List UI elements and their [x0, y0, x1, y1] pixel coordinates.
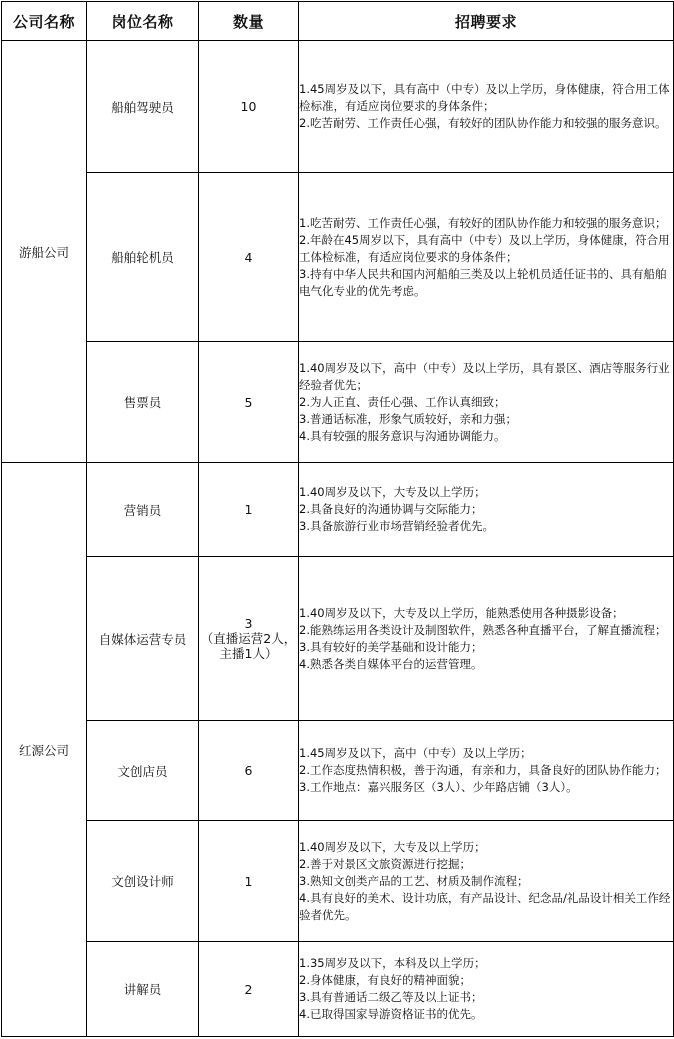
requirement-item: 2.善于对景区文旅资源进行挖掘；	[299, 856, 471, 871]
table-row	[2, 41, 674, 173]
requirement-item: 3.具有较好的美学基础和设计能力；	[299, 639, 483, 654]
table-row	[2, 821, 674, 942]
requirements-cell	[299, 557, 674, 721]
requirements-cell	[299, 173, 674, 342]
requirement-item: 3.工作地点：嘉兴服务区（3人）、少年路店铺（3人）。	[299, 780, 578, 794]
company-name: 游船公司	[2, 41, 87, 463]
table-row	[2, 342, 674, 463]
table-row	[2, 463, 674, 557]
requirement-item: 3.持有中华人民共和国内河船舶三类及以上轮机员适任证书的、具有船舶电气化专业的优先考虑。	[299, 266, 667, 298]
requirement-item: 1.40周岁及以下，大专及以上学历；	[299, 839, 486, 854]
requirement-item: 4.熟悉各类自媒体平台的运营管理。	[299, 656, 483, 671]
table-row	[2, 557, 674, 721]
requirement-item: 3.普通话标准，形象气质较好，亲和力强；	[299, 411, 517, 426]
table-row	[2, 173, 674, 342]
requirement-item: 3.具备旅游行业市场营销经验者优先。	[299, 519, 494, 533]
requirement-item: 4.已取得国家导游资格证书的优先。	[299, 1007, 483, 1021]
position-name: 讲解员	[87, 942, 199, 1037]
requirement-item: 4.具有良好的美术、设计功底，有产品设计、纪念品/礼品设计相关工作经验者优先。	[299, 890, 671, 922]
position-count-note: （直播运营2人，主播1人）	[200, 631, 297, 661]
position-count: 5	[199, 342, 299, 463]
header-position: 岗位名称	[87, 2, 199, 41]
requirements-cell	[299, 463, 674, 557]
requirement-item: 1.40周岁及以下，大专及以上学历，能熟悉使用各种摄影设备；	[299, 605, 624, 620]
header-row	[2, 2, 674, 41]
requirement-item: 2.吃苦耐劳、工作责任心强，有较好的团队协作能力和较强的服务意识。	[299, 116, 667, 130]
position-count: 6	[199, 721, 299, 821]
requirement-item: 3.具有普通话二级乙等及以上证书；	[299, 990, 483, 1004]
position-count: 1	[199, 463, 299, 557]
requirement-item: 2.年龄在45周岁以下，具有高中（中专）及以上学历，身体健康，符合用工体检标准，有适应岗位要求的身体条件；	[299, 232, 670, 264]
requirement-item: 2.为人正直、责任心强、工作认真细致；	[299, 394, 506, 409]
requirement-item: 1.35周岁及以下，本科及以上学历；	[299, 956, 486, 970]
requirement-item: 2.工作态度热情积极，善于沟通，有亲和力，具备良好的团队协作能力；	[299, 763, 667, 777]
position-name: 自媒体运营专员	[87, 557, 199, 721]
position-count: 1	[199, 821, 299, 942]
requirement-item: 1.40周岁及以下，高中（中专）及以上学历，具有景区、酒店等服务行业经验者优先；	[299, 360, 670, 392]
table-row	[2, 942, 674, 1037]
header-requirements: 招聘要求	[299, 2, 674, 41]
table-row	[2, 721, 674, 821]
position-count: 10	[199, 41, 299, 173]
position-count: 4	[199, 173, 299, 342]
position-count	[199, 557, 299, 721]
requirements-cell	[299, 942, 674, 1037]
requirements-cell	[299, 342, 674, 463]
header-count: 数量	[199, 2, 299, 41]
requirement-item: 1.40周岁及以下，大专及以上学历；	[299, 485, 486, 499]
requirements-cell	[299, 721, 674, 821]
requirement-item: 2.身体健康，有良好的精神面貌；	[299, 973, 471, 987]
position-name: 营销员	[87, 463, 199, 557]
requirements-cell	[299, 821, 674, 942]
company-name: 红源公司	[2, 463, 87, 1037]
requirement-item: 1.吃苦耐劳、工作责任心强，有较好的团队协作能力和较强的服务意识；	[299, 215, 667, 230]
position-name: 船舶轮机员	[87, 173, 199, 342]
position-count: 2	[199, 942, 299, 1037]
requirement-item: 4.具有较强的服务意识与沟通协调能力。	[299, 428, 506, 443]
position-name: 船舶驾驶员	[87, 41, 199, 173]
requirement-item: 2.具备良好的沟通协调与交际能力；	[299, 502, 483, 516]
header-company: 公司名称	[2, 2, 87, 41]
position-name: 售票员	[87, 342, 199, 463]
position-name: 文创店员	[87, 721, 199, 821]
requirement-item: 3.熟知文创类产品的工艺、材质及制作流程；	[299, 873, 529, 888]
requirements-cell	[299, 41, 674, 173]
requirement-item: 1.45周岁及以下，具有高中（中专）及以上学历，身体健康，符合用工体检标准，有适应岗位要求的身体条件；	[299, 82, 670, 113]
position-count-value: 3	[244, 616, 253, 631]
requirement-item: 1.45周岁及以下，高中（中专）及以上学历；	[299, 746, 532, 760]
requirement-item: 2.能熟练运用各类设计及制图软件，熟悉各种直播平台，了解直播流程；	[299, 622, 667, 637]
position-name: 文创设计师	[87, 821, 199, 942]
recruitment-table	[1, 1, 674, 1037]
